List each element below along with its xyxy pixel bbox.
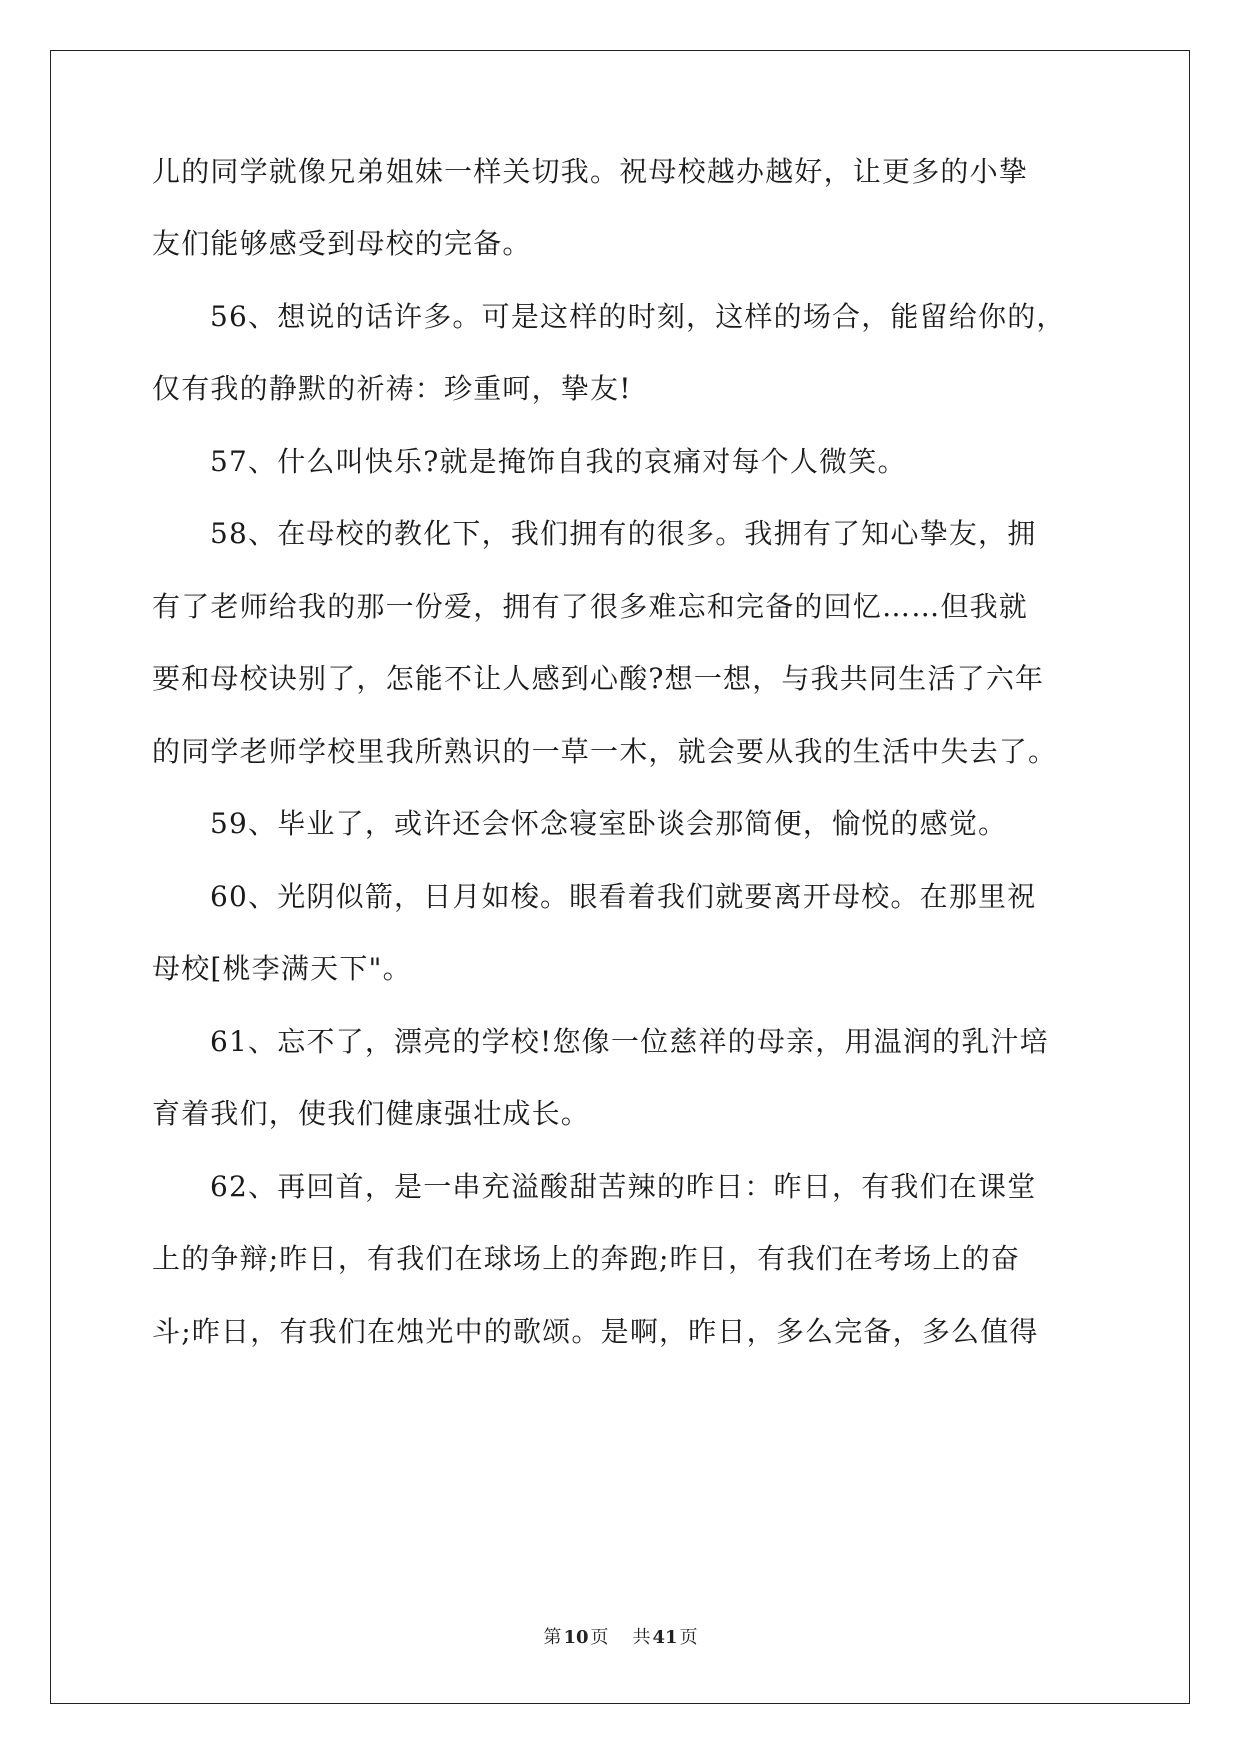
footer-current-page: 10 (563, 1627, 589, 1648)
paragraph-59-line: 59、毕业了，或许还会怀念寝室卧谈会那简便，愉悦的感觉。 (210, 807, 1008, 840)
paragraph-58-line: 58、在母校的教化下，我们拥有的很多。我拥有了知心挚友，拥 (210, 517, 1037, 550)
footer-page-prefix: 第 (543, 1627, 562, 1648)
body-line: 母校[桃李满天下"。 (152, 952, 412, 985)
paragraph-57-line: 57、什么叫快乐?就是掩饰自我的哀痛对每个人微笑。 (210, 445, 907, 478)
footer-page-unit: 页 (590, 1627, 609, 1648)
body-line: 仅有我的静默的祈祷：珍重呵，挚友! (152, 372, 632, 405)
paragraph-60-line: 60、光阴似箭，日月如梭。眼看着我们就要离开母校。在那里祝 (210, 880, 1037, 913)
body-line: 儿的同学就像兄弟姐妹一样关切我。祝母校越办越好，让更多的小挚 (152, 155, 1029, 188)
paragraph-56-line: 56、想说的话许多。可是这样的时刻，这样的场合，能留给你的， (210, 300, 1066, 333)
footer-total-unit: 页 (679, 1627, 698, 1648)
paragraph-61-line: 61、忘不了，漂亮的学校!您像一位慈祥的母亲，用温润的乳汁培 (210, 1025, 1049, 1058)
body-line: 育着我们，使我们健康强壮成长。 (152, 1097, 591, 1130)
body-line: 友们能够感受到母校的完备。 (152, 227, 532, 260)
footer-total-prefix: 共 (632, 1627, 651, 1648)
body-line: 上的争辩;昨日，有我们在球场上的奔跑;昨日，有我们在考场上的奋 (152, 1242, 1021, 1275)
footer-total-pages: 41 (652, 1627, 678, 1648)
body-line: 斗;昨日，有我们在烛光中的歌颂。是啊，昨日，多么完备，多么值得 (152, 1315, 1039, 1348)
body-line: 的同学老师学校里我所熟识的一草一木，就会要从我的生活中失去了。 (152, 735, 1058, 768)
body-line: 有了老师给我的那一份爱，拥有了很多难忘和完备的回忆……但我就 (152, 590, 1029, 623)
body-line: 要和母校诀别了，怎能不让人感到心酸?想一想，与我共同生活了六年 (152, 662, 1045, 695)
page-footer (0, 1626, 1241, 1650)
paragraph-62-line: 62、再回首，是一串充溢酸甜苦辣的昨日：昨日，有我们在课堂 (210, 1170, 1037, 1203)
